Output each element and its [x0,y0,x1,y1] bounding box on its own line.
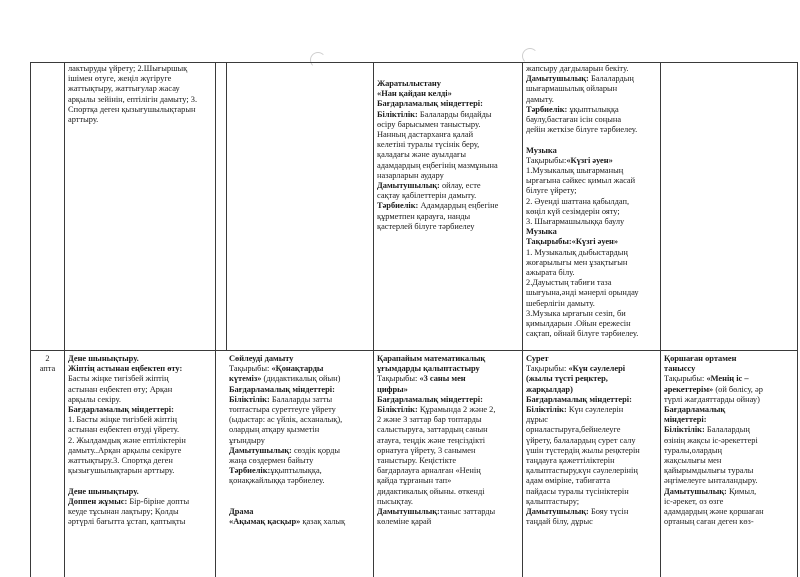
scan-mark [310,52,326,68]
text-line: дидактикалық ойыны. өткенді [377,486,485,496]
row2-physical-ed-cell [68,354,214,576]
text-line: лактыруды үйрету; 2.Шығыршық [68,64,188,73]
text-line: кеуде тұсынан лақтыру; Қолды [68,507,179,517]
text-line: цифры» [377,384,408,394]
text-line: (ыдыстар: ас үйлік, асханалық), [229,415,343,425]
text-line: үйрету, балалардың сурет салу [526,435,636,445]
table-border-top [30,62,798,63]
text-line: қонақжайлыққа тәрбиелеу. [229,476,325,486]
table-col-line [797,62,798,577]
table-col-line [215,62,216,577]
text-line: ырғағына сәйкес қимыл жасай [526,176,636,186]
text-line: арқылы секіру. [68,394,121,404]
row2-drawing-cell [526,354,659,576]
text-line: Тәрбиелік: ұқыптылыққа [526,104,619,114]
text-line: (жылы түсті реңктер, [526,374,608,384]
text-line: Музыка [526,145,557,155]
text-line: пайдасы туралы түсініктерін [526,486,629,496]
text-line: таңдауға қажеттіліктерін [526,456,615,466]
text-line: адамдардың еңбегінің мазмұнына [377,160,498,170]
text-line: ажырата білу. [526,268,575,278]
text-line: қастерлей білуге тәрбиелеу [377,221,475,231]
text-line: орналастыруға,бейнелеуге [526,425,621,435]
text-line: түрлі жағдаяттарды ойнау) [664,394,760,404]
text-line: Дамытушылық: ойлау, есте [377,181,481,191]
text-line [68,476,214,486]
text-line: көңіл күй сезімдерін ояту; [526,206,620,216]
text-line: Бағдарламалық міндеттері: [377,394,483,404]
text-line: Қарапайым математикалық [377,354,486,363]
text-line: 2. Жылдамдық және ептіліктерін [68,435,186,445]
text-line: арқылы зейінін, ептілігін дамыту; 3. [68,94,198,104]
text-line: Сурет [526,354,549,363]
text-line: Спортқа деген қызығушылықтарын [68,104,196,114]
text-line: әңгімелеуге ынталандыру. [664,476,758,486]
text-line: үшін түстердің жылы реңктерін [526,445,640,455]
text-line: ішімен өтуге, жеңіл жүгіруге [68,74,172,84]
text-line: туралы,олардың [664,445,723,455]
week-label: апта [39,364,56,373]
row2-math-cell [377,354,521,576]
text-line: келетіні туралы түсінік беру, [377,140,480,150]
text-line: қалыптастыру,күн сәулелерінің [526,466,638,476]
row1-physical-ed-cell [68,64,214,349]
text-line [526,135,659,145]
text-line: 2.Дауыстың табиғи таза [526,278,612,288]
text-line: әртүрлі бағытта ұстап, қаптықты [68,517,186,527]
week-number: 2 [45,354,50,363]
text-line: пысықтау. [377,496,414,506]
text-line: Сөйлеуді дамыту [229,354,294,363]
text-line: жоғарылығы мен ұзақтығын [526,257,628,267]
text-line: 1. Басты жіңке тигізбей жіптің [68,415,177,425]
text-line: шеберлігін дамыту. [526,298,595,308]
text-line: 3. Шығармашылыққа баулу [526,217,625,227]
text-line: Тақырыбы: «3 саны мен [377,374,466,384]
text-line: қызығушылықтарын арттыру. [68,466,175,476]
text-line: «Нан қайдан келді» [377,89,452,99]
text-line: Доппен жұмыс: Бір-біріне допты [68,496,190,506]
text-line: 2 және 3 заттар бар топтарды [377,415,482,425]
text-line: салыстыруға, заттардың санын [377,425,488,435]
row1-art-music-cell [526,64,659,349]
text-line: дейін жеткізе білуге тәрбиелеу. [526,125,638,135]
text-line: Бағдарламалық міндеттері: [68,405,174,415]
text-line: өсіру барысымен таныстыру. [377,119,481,129]
text-line: шығармашылық ойларын [526,84,618,94]
table-col-line [64,62,65,577]
text-line: Дамытушылық: сөздік қорды [229,445,340,455]
row2-environment-cell [664,354,796,576]
text-line: қайда тұрғанын тап» [377,476,452,486]
text-line: таныстыру. Кеңістікте [377,456,457,466]
text-line: Тақырыбы:«Күзгі әуен» [526,155,613,165]
text-line: қимылдарын .Ойын ережесін [526,319,631,329]
text-line: Тақырыбы: «Күн сәулелері [526,364,626,374]
text-line: Тәрбиелік:ұқыптылыққа, [229,466,322,476]
text-line: Бағдарламалық [664,405,726,415]
text-line: бағдарлауға арналған «Ненің [377,466,481,476]
text-line: сақтау қабілеттерін дамыту. [377,191,477,201]
text-line: қаладағы және ауылдағы [377,150,467,160]
text-line: Біліктілік: Балаларды затты [229,394,333,404]
text-line: Дене шынықтыру. [68,354,139,363]
text-line: ұғындыру [229,435,265,445]
text-line: Тәрбиелік: Адамдардың еңбегіне [377,201,499,211]
text-line: білуге үйрету; [526,186,577,196]
table-col-line [226,62,227,350]
text-line: күтеміз» (дидактикалық ойын) [229,374,341,384]
text-line: арттыру. [68,115,99,125]
text-line: баулу,бастаған ісін соңына [526,115,622,125]
row2-speech-cell [229,354,372,576]
text-line: қайырымдылығы туралы [664,466,754,476]
text-line: Тақырыбы: «Қонақтарды [229,364,324,374]
text-line: 3.Музыка ырғағын сезіп, би [526,308,626,318]
text-line: олардың атқару қызметін [229,425,320,435]
table-row-divider [30,350,798,351]
text-line: Біліктілік: Күн сәулелерін [526,405,624,415]
text-line: таңдай білу, дұрыс [526,517,593,527]
text-line: Бағдарламалық міндеттері: [229,384,335,394]
text-line: құрметпен қарауға, нанды [377,211,471,221]
text-line: ортаның саған деген көз- [664,517,754,527]
text-line [229,497,372,507]
text-line: дамыту..Арқан арқылы секіруге [68,445,182,455]
text-line: әрекеттерім» (ой бөлісу, әр [664,384,763,394]
text-line: Тақырыбы: «Менің іс – [664,374,749,384]
text-line: назарларын аудару [377,170,444,180]
text-line: Дамытушылық: Бояу түсін [526,507,629,517]
text-line: Драма [229,507,254,517]
table-col-line [373,62,374,577]
table-col-line [660,62,661,577]
text-line: Біліктілік: Балаларды бидайды [377,109,492,119]
text-line: Дамытушылық:таныс заттарды [377,507,496,517]
table-col-line [522,62,523,577]
text-line: Тақырыбы:«Күзгі әуен» [526,237,619,247]
text-line: орнатуға үйрету, 3 санымен [377,445,476,455]
text-line: жаттықтыру.3. Спортқа деген [68,456,173,466]
text-line: астынан еңбектеп өту; Арқан [68,384,173,394]
text-line: Біліктілік: Балалардың [664,425,750,435]
text-line: Жіптің астынан еңбектеп өту: [68,364,183,374]
week-number-cell [31,354,64,384]
text-line: 1.Музыкалық шығарманың [526,166,624,176]
text-line: жаңа сөздермен байыту [229,456,314,466]
text-line: Дамытушылық: Балалардың [526,74,634,84]
text-line: жақсылығы мен [664,456,722,466]
text-line: жапсыру дағдыларын бекіту. [526,64,629,73]
text-line: қалыптастыру; [526,496,580,506]
text-line: Дамытушылық: Қимыл, [664,486,757,496]
text-line: 2. Әуенді шаттана қабылдап, [526,196,630,206]
text-line: өзінің жақсы іс-әрекеттері [664,435,758,445]
text-line: жаттықтыру, жаттығулар жасау [68,84,180,94]
text-line: Қоршаған ортамен [664,354,737,363]
row1-nature-cell [377,79,521,349]
text-line [229,487,372,497]
text-line: жарқылдар) [526,384,573,394]
text-line: шығуына,әнді мәнерлі орындау [526,288,639,298]
text-line: Дене шынықтыру. [68,486,139,496]
text-line: «Ақымақ қасқыр» қазақ халық [229,517,346,527]
text-line: таныссу [664,364,696,374]
text-line: дамыту. [526,94,554,104]
text-line: міндеттері: [664,415,707,425]
text-line: 1. Музыкалық дыбыстардың [526,247,628,257]
text-line: көлеміне қарай [377,517,432,527]
text-line: Жаратылыстану [377,79,441,88]
text-line: дұрыс [526,415,548,425]
text-line: топтастыра суреттеуге үйрету [229,405,336,415]
text-line: Бағдарламалық міндеттері: [526,394,632,404]
text-line: ұғымдарды қалыптастыру [377,364,480,374]
text-line: адамдардың және қоршаған [664,507,764,517]
text-line: Бағдарламалық міндеттері: [377,99,483,109]
text-line: Біліктілік: Құрамында 2 және 2, [377,405,496,415]
text-line: Нанның дастарханға қалай [377,130,474,140]
text-line: іс-әрекет, оз өзге [664,496,724,506]
text-line: Басты жіңке тигізбей жіптің [68,374,169,384]
text-line: астынан еңбектеп өтуді үйрету. [68,425,180,435]
text-line: адам өміріне, табиғатта [526,476,611,486]
text-line: Музыка [526,227,557,237]
text-line: сақтап, ойнай білуге тәрбиелеу. [526,329,639,339]
text-line: атауға, теңдік және теңсіздікті [377,435,486,445]
table-col-line [30,62,31,577]
